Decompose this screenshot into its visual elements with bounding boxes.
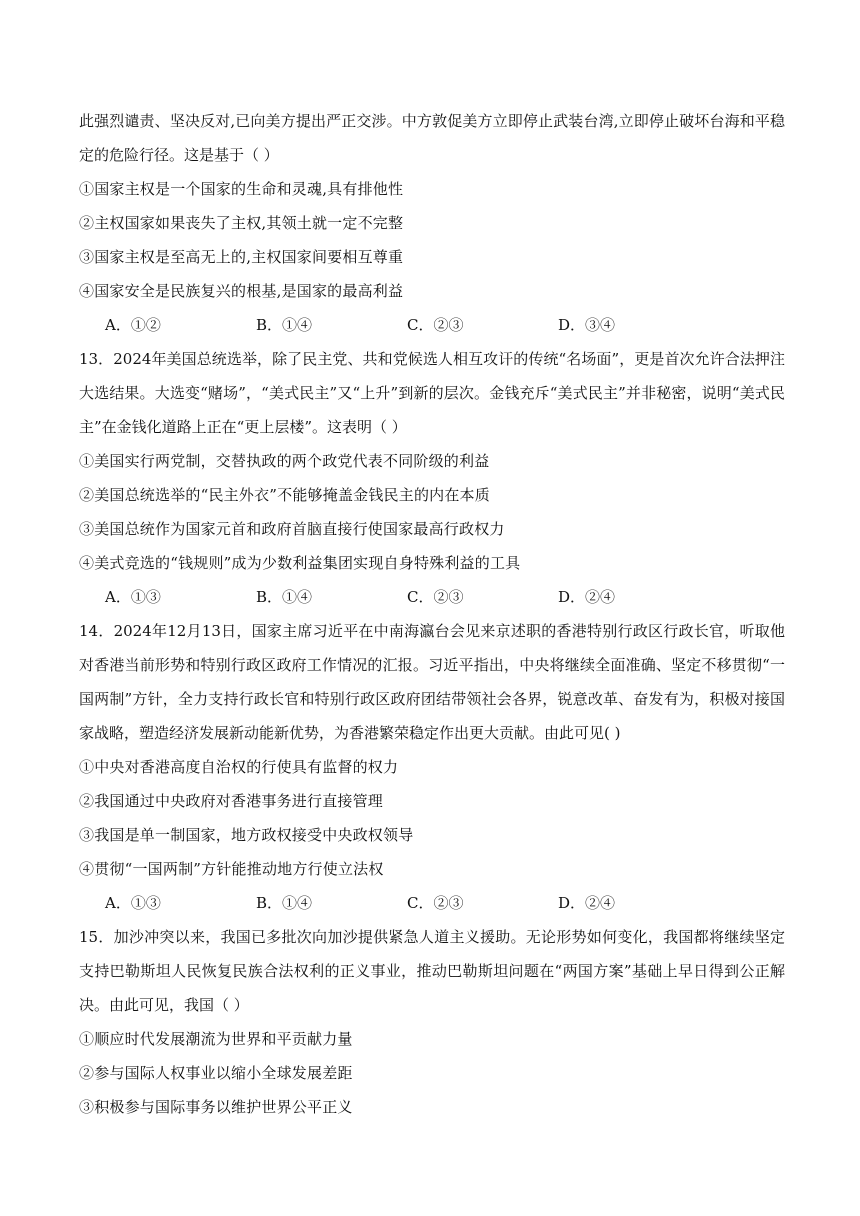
option-c: C．②③	[407, 316, 464, 334]
question-14	[79, 614, 785, 920]
question-stem-line: 此强烈谴责、坚决反对,已向美方提出严正交涉。中方敦促美方立即停止武装台湾,立即停止破坏台海和平稳	[79, 112, 785, 130]
question-15	[79, 920, 785, 1124]
question-stem-line: 主”在金钱化道路上正在“更上层楼”。这表明（ ）	[79, 418, 407, 436]
question-stem-line: 定的危险行径。这是基于（ ）	[79, 146, 279, 164]
statement-1: ①国家主权是一个国家的生命和灵魂,具有排他性	[79, 180, 404, 198]
statement-2: ②主权国家如果丧失了主权,其领土就一定不完整	[79, 214, 404, 232]
statement-3: ③积极参与国际事务以维护世界公平正义	[79, 1098, 353, 1116]
option-a: A．①③	[105, 588, 161, 606]
option-a: A．①②	[105, 316, 161, 334]
question-stem-line: 14．2024年12月13日，国家主席习近平在中南海瀛台会见来京述职的香港特别行政区行政长官，听取他	[79, 622, 785, 640]
statement-2: ②美国总统选举的“民主外衣”不能够掩盖金钱民主的内在本质	[79, 486, 490, 504]
question-stem-line: 支持巴勒斯坦人民恢复民族合法权利的正义事业，推动巴勒斯坦问题在“两国方案”基础上早日得到公正解	[79, 962, 785, 980]
question-13	[79, 342, 785, 614]
answer-options	[79, 308, 785, 342]
statement-2: ②参与国际人权事业以缩小全球发展差距	[79, 1064, 353, 1082]
option-d: D．②④	[558, 588, 616, 606]
answer-options	[79, 886, 785, 920]
option-d: D．②④	[558, 894, 616, 912]
statement-1: ①美国实行两党制，交替执政的两个政党代表不同阶级的利益	[79, 452, 490, 470]
question-stem-line: 国两制”方针，全力支持行政长官和特别行政区政府团结带领社会各界，锐意改革、奋发有为，积极对接国	[79, 690, 785, 708]
question-stem-line: 15．加沙冲突以来，我国已多批次向加沙提供紧急人道主义援助。无论形势如何变化，我国都将继续坚定	[79, 928, 785, 946]
question-stem-line: 大选结果。大选变“赌场”，“美式民主”又“上升”到新的层次。金钱充斥“美式民主”并非秘密，说明“美式民	[79, 384, 785, 402]
option-c: C．②③	[407, 894, 464, 912]
exam-page	[79, 104, 785, 1124]
question-stem-line: 对香港当前形势和特别行政区政府工作情况的汇报。习近平指出，中央将继续全面准确、坚定不移贯彻“一	[79, 656, 785, 674]
statement-1: ①顺应时代发展潮流为世界和平贡献力量	[79, 1030, 353, 1048]
answer-options	[79, 580, 785, 614]
option-a: A．①③	[105, 894, 161, 912]
statement-1: ①中央对香港高度自治权的行使具有监督的权力	[79, 758, 399, 776]
statement-2: ②我国通过中央政府对香港事务进行直接管理	[79, 792, 384, 810]
statement-3: ③我国是单一制国家，地方政权接受中央政权领导	[79, 826, 414, 844]
option-b: B．①④	[256, 894, 313, 912]
statement-4: ④美式竞选的“钱规则”成为少数利益集团实现自身特殊利益的工具	[79, 554, 521, 572]
option-b: B．①④	[256, 588, 313, 606]
option-d: D．③④	[558, 316, 616, 334]
statement-4: ④国家安全是民族复兴的根基,是国家的最高利益	[79, 282, 404, 300]
option-c: C．②③	[407, 588, 464, 606]
option-b: B．①④	[256, 316, 313, 334]
question-stem-line: 决。由此可见，我国（ ）	[79, 996, 249, 1014]
statement-4: ④贯彻“一国两制”方针能推动地方行使立法权	[79, 860, 384, 878]
question-stem-line: 13．2024年美国总统选举，除了民主党、共和党候选人相互攻讦的传统“名场面”，更是首次允许合法押注	[79, 350, 785, 368]
question-stem-line: 家战略，塑造经济发展新动能新优势，为香港繁荣稳定作出更大贡献。由此可见( )	[79, 724, 621, 742]
statement-3: ③美国总统作为国家元首和政府首脑直接行使国家最高行政权力	[79, 520, 505, 538]
question-12	[79, 104, 785, 342]
statement-3: ③国家主权是至高无上的,主权国家间要相互尊重	[79, 248, 404, 266]
